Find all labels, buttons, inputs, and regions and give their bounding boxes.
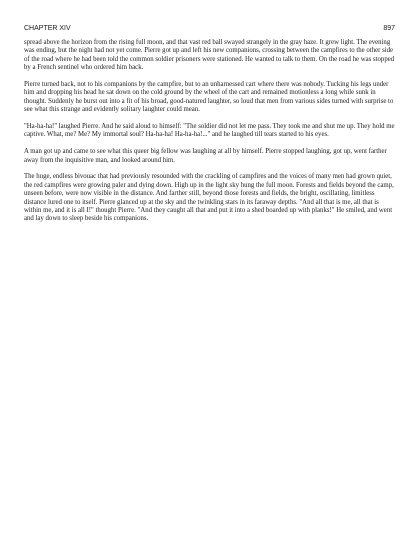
page-number: 897 xyxy=(383,25,395,32)
page-header xyxy=(24,24,395,34)
paragraph: "Ha-ha-ha!" laughed Pierre. And he said aloud to himself: "The soldier did not let me pass. They took me and shut me up. They hold me captive. What, me? Me? My immortal soul? Ha-ha-ha! Ha-ha-ha!..." and he laughed till tears started to his eyes. xyxy=(24,123,395,139)
paragraph: Pierre turned back, not to his companions by the campfire, but to an unharnessed cart where there was nobody. Tucking his legs under him and dropping his head he sat down on the cold ground by the wheel of the cart and remained motionless a long while sunk in thought. Suddenly he burst out into a fit of his broad, good-natured laughter, so loud that men from various sides turned with surprise to see what this strange and evidently solitary laughter could mean. xyxy=(24,81,394,114)
body-text xyxy=(24,39,395,232)
paragraph: A man got up and came to see what this queer big fellow was laughing at all by himself. Pierre stopped laughing, got up, went farther away from the inquisitive man, and looked around him. xyxy=(24,148,387,164)
paragraph: spread above the horizon from the rising full moon, and that vast red ball swayed strangely in the gray haze. It grew light. The evening was ending, but the night had not yet come. Pierre got up and left his new companions, crossing between the campfires to the other side of the road where he had been told the common soldier prisoners were stationed. He wanted to talk to them. On the road he was stopped by a French sentinel who ordered him back. xyxy=(24,39,395,72)
paragraph: The huge, endless bivouac that had previously resounded with the crackling of campfires and the voices of many men had grown quiet, the red campfires were growing paler and dying down. High up in the light sky hung the full moon. Forests and fields beyond the camp, unseen before, were now visible in the distance. And farther still, beyond those forests and fields, the bright, oscillating, limitless distance lured one to itself. Pierre glanced up at the sky and the twinkling stars in its faraway depths. "And all that is me, all that is within me, and it is all I!" thought Pierre. "And they caught all that and put it into a shed boarded up with planks!" He smiled, and went and lay down to sleep beside his companions. xyxy=(24,173,394,223)
chapter-title: CHAPTER XIV xyxy=(24,25,71,32)
